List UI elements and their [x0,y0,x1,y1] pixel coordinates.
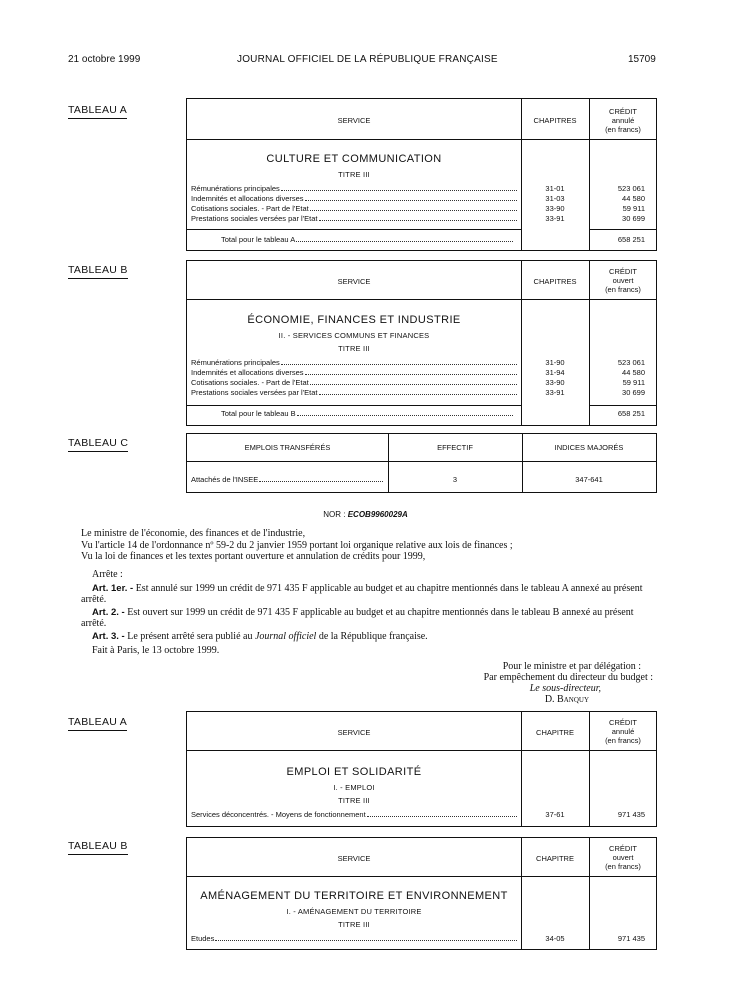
table-row: Rémunérations principales [191,184,517,194]
table3-col-emplois: EMPLOIS TRANSFÉRÉS [244,443,331,452]
table5-col-chapitre: CHAPITRE [536,854,574,863]
table4-col-service: SERVICE [337,728,371,737]
table5-ministry: AMÉNAGEMENT DU TERRITOIRE ET ENVIRONNEMENT [200,890,508,902]
table2-chap: 33-91 [545,388,565,397]
table2-ministry: ÉCONOMIE, FINANCES ET INDUSTRIE [247,314,461,326]
table1-amount: 523 061 [617,184,645,193]
table1-amount: 44 580 [622,194,645,203]
table1-chap: 33-91 [545,214,565,223]
table1-col-credit: CRÉDIT annulé (en francs) [605,107,641,134]
table1 [186,98,657,251]
nor-line: NOR : ECOB9960029A [323,510,408,519]
table1-col-chapitres: CHAPITRES [533,116,577,125]
table2-amount: 59 911 [622,378,645,387]
table2-amount: 523 061 [617,358,645,367]
table1-ministry: CULTURE ET COMMUNICATION [266,153,442,165]
table-row: Cotisations sociales. - Part de l'Etat [191,204,517,214]
article-2: Art. 2. - Est ouvert sur 1999 un crédit de 971 435 F applicable au budget et au chapitre mentionnés dans le tableau B annexé au présent arrêté. [81,607,634,629]
table5-col-service: SERVICE [337,854,371,863]
body-vu-loi: Vu la loi de finances et les textes portant ouverture et annulation de crédits pour 1999, [81,551,426,562]
table3-label: TABLEAU C [68,437,128,452]
table1-titre: TITRE III [338,170,370,179]
header-journal-title: JOURNAL OFFICIEL DE LA RÉPUBLIQUE FRANÇAISE [237,54,498,65]
table4-chap: 37-61 [545,810,565,819]
table1-chap: 31-01 [545,184,565,193]
table-row: Services déconcentrés. - Moyens de fonctionnement [191,810,517,820]
table-row: Prestations sociales versées par l'Etat [191,214,517,224]
table3 [186,433,657,493]
article-3: Art. 3. - Le présent arrêté sera publié au Journal officiel de la République française. [92,631,428,642]
signature-block: Pour le ministre et par délégation : Par empêchement du directeur du budget : Le sous-directeur, D. Banquy [483,661,653,705]
table3-effectif: 3 [452,475,458,484]
table2 [186,260,657,426]
table4 [186,711,657,827]
table2-amount: 30 699 [622,388,645,397]
table1-col-service: SERVICE [337,116,371,125]
table4-label: TABLEAU A [68,716,127,731]
table2-chap: 31-94 [545,368,565,377]
body-ministre: Le ministre de l'économie, des finances et de l'industrie, [81,528,306,539]
header-page-number: 15709 [628,54,656,65]
table3-indices: 347-641 [575,475,603,484]
table1-label: TABLEAU A [68,104,127,119]
table4-amount: 971 435 [617,810,645,819]
article-1: Art. 1er. - Est annulé sur 1999 un crédit de 971 435 F applicable au budget et au chapitre mentionnés dans le tableau A annexé au présent arrêté. [81,583,643,605]
table2-amount: 44 580 [622,368,645,377]
table1-chap: 33-90 [545,204,565,213]
table-row: Cotisations sociales. - Part de l'Etat [191,378,517,388]
table-row: Etudes [191,934,517,944]
table2-label: TABLEAU B [68,264,128,279]
table-row: Attachés de l'INSEE [191,475,383,485]
table2-col-credit: CRÉDIT ouvert (en francs) [605,267,641,294]
table3-col-effectif: EFFECTIF [437,443,473,452]
table5-col-credit: CRÉDIT ouvert (en francs) [605,844,641,871]
table5-titre: TITRE III [338,920,370,929]
header-date: 21 octobre 1999 [68,54,141,65]
table-row: Indemnités et allocations diverses [191,368,517,378]
table2-section: II. - SERVICES COMMUNS ET FINANCES [278,331,430,340]
table1-chap: 31-03 [545,194,565,203]
body-arrete: Arrête : [92,569,123,580]
table-row: Prestations sociales versées par l'Etat [191,388,517,398]
table2-col-service: SERVICE [337,277,371,286]
table5-amount: 971 435 [617,934,645,943]
table2-total-row: Total pour le tableau B [221,409,513,419]
table1-amount: 59 911 [622,204,645,213]
table1-total: 658 251 [617,235,645,244]
table1-amount: 30 699 [622,214,645,223]
table-row: Rémunérations principales [191,358,517,368]
body-vu-ordonnance: Vu l'article 14 de l'ordonnance nº 59-2 du 2 janvier 1959 portant loi organique relative aux lois de finances ; [81,540,513,551]
table4-ministry: EMPLOI ET SOLIDARITÉ [286,766,422,778]
table4-titre: TITRE III [338,796,370,805]
body-fait: Fait à Paris, le 13 octobre 1999. [92,645,220,656]
table2-titre: TITRE III [338,344,370,353]
table2-total: 658 251 [617,409,645,418]
table5-label: TABLEAU B [68,840,128,855]
table1-total-row: Total pour le tableau A [221,235,513,245]
table4-col-chapitre: CHAPITRE [536,728,574,737]
table5-section: I. - AMÉNAGEMENT DU TERRITOIRE [286,907,422,916]
table-row: Indemnités et allocations diverses [191,194,517,204]
table3-col-indices: INDICES MAJORÉS [554,443,624,452]
table2-col-chapitres: CHAPITRES [533,277,577,286]
table2-chap: 33-90 [545,378,565,387]
table5 [186,837,657,950]
table5-chap: 34-05 [545,934,565,943]
table4-col-credit: CRÉDIT annulé (en francs) [605,718,641,745]
table4-section: I. - EMPLOI [333,783,375,792]
table2-chap: 31-90 [545,358,565,367]
